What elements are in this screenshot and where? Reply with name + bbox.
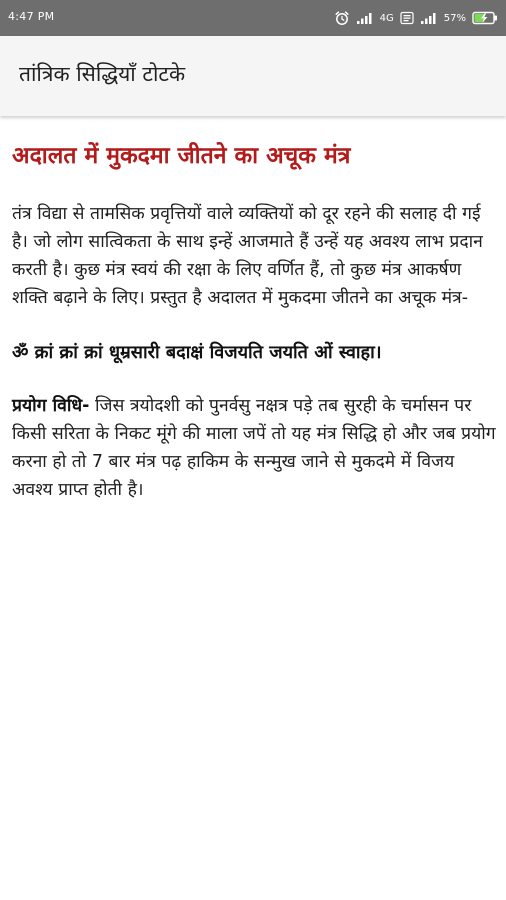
method-paragraph xyxy=(12,392,496,504)
volte-icon xyxy=(400,11,414,25)
status-bar xyxy=(0,0,506,36)
app-title: तांत्रिक सिद्धियाँ टोटके xyxy=(19,62,186,86)
cell-signal-icon xyxy=(356,11,374,25)
article-content xyxy=(12,140,496,504)
article-heading: अदालत में मुकदमा जीतने का अचूक मंत्र xyxy=(12,143,351,169)
alarm-clock-icon xyxy=(334,10,350,26)
mantra-text: ॐ क्रां क्रां क्रां धूम्रसारी बदाक्षं विजयति जयति ओं स्वाहा। xyxy=(12,342,382,364)
status-time: 4:47 PM xyxy=(8,10,55,23)
status-icons xyxy=(334,8,498,28)
method-text: जिस त्रयोदशी को पुनर्वसु नक्षत्र पड़े तब सुरही के चर्मासन पर किसी सरिता के निकट मूंगे की माला जपें तो यह मंत्र सिद्धि हो और जब प्रयोग करना हो तो 7 बार मंत्र पढ़ हाकिम के सन्मुख जाने से मुकदमे में विजय अवश्य प्राप्त होती है। xyxy=(12,396,496,501)
battery-percent: 57% xyxy=(443,12,466,24)
article-intro: तंत्र विद्या से तामसिक प्रवृत्तियों वाले व्यक्तियों को दूर रहने की सलाह दी गई है। जो लोग सात्विकता के साथ इन्हें आजमाते हैं उन्हें यह अवश्य लाभ प्रदान करती है। कुछ मंत्र स्वयं की रक्षा के लिए वर्णित हैं, तो कुछ मंत्र आकर्षण शक्ति बढ़ाने के लिए। प्रस्तुत है अदालत में मुकदमा जीतने का अचूक मंत्र- xyxy=(12,204,483,309)
app-bar xyxy=(0,36,506,116)
battery-charging-icon xyxy=(472,11,498,25)
method-label: प्रयोग विधि- xyxy=(12,396,90,417)
cell-signal-secondary-icon xyxy=(420,11,438,25)
network-type: 4G xyxy=(379,12,394,24)
